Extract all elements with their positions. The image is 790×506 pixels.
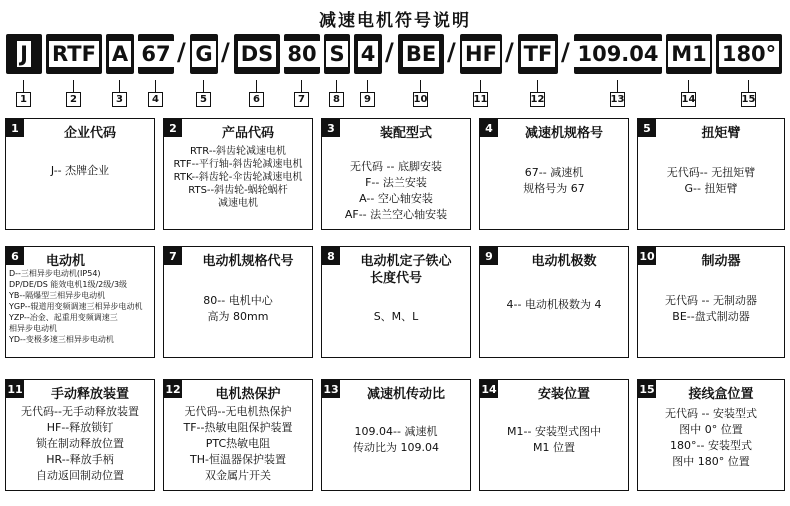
code-slash: / (447, 38, 456, 66)
panel-title: 手动释放装置 (50, 387, 129, 402)
panel-line: 67-- 减速机 (524, 166, 584, 179)
connector-tick (367, 80, 368, 92)
panel-line: 减速电机 (218, 198, 258, 209)
code-text: 80 (284, 41, 319, 67)
code-slash: / (177, 38, 186, 66)
panel-line: G-- 扭矩臂 (684, 182, 738, 195)
panel-title: 扭矩臂 (701, 126, 741, 141)
panel-number-badge: 14 (480, 380, 498, 398)
panel-title: 电动机规格代号 (202, 254, 294, 269)
panel-line: M1 位置 (533, 441, 575, 454)
panel-line: 图中 0° 位置 (679, 423, 743, 436)
panel-line: 高为 80mm (207, 310, 269, 323)
code-text: J (17, 41, 31, 67)
code-row (0, 34, 790, 80)
connector-tick (748, 80, 749, 92)
number-box: 15 (741, 94, 756, 105)
number-box: 7 (294, 92, 309, 107)
code-box (234, 34, 280, 74)
panel-number-badge: 2 (164, 119, 182, 137)
panel-body (9, 268, 150, 345)
panel-8 (321, 246, 471, 358)
code-box (6, 34, 42, 74)
panel-line: HR--释放手柄 (46, 453, 114, 466)
panel-body (10, 404, 150, 484)
connector-tick (203, 80, 204, 92)
connector-tick (256, 80, 257, 92)
panel-body (642, 406, 780, 470)
panel-body (642, 165, 780, 197)
panel-number-badge: 15 (638, 380, 656, 398)
panel-10 (637, 246, 785, 358)
panel-1 (5, 118, 155, 230)
panel-line: RTK--斜齿轮-伞齿轮减速电机 (173, 172, 303, 183)
page-title: 减速电机符号说明 (319, 11, 471, 31)
panel-body (326, 424, 466, 456)
panel-line: 自动返回制动位置 (36, 469, 124, 482)
panel-line: 无代码 -- 底脚安装 (350, 160, 442, 173)
panel-title: 产品代码 (221, 126, 274, 141)
panel-title: 装配型式 (379, 126, 432, 141)
panel-line: 180°-- 安装型式 (670, 439, 752, 452)
panel-line: RTS--斜齿轮-蜗轮蜗杆 (188, 185, 288, 196)
panel-number-badge: 4 (480, 119, 498, 137)
panel-title: 电机热保护 (215, 387, 281, 402)
code-box (460, 34, 502, 74)
panel-number-badge: 13 (322, 380, 340, 398)
code-slash: / (505, 38, 514, 66)
panel-line: 无代码 -- 无制动器 (665, 294, 757, 307)
panel-body (326, 271, 466, 325)
code-box (354, 34, 382, 74)
panel-body (10, 163, 150, 179)
panel-body (484, 424, 624, 456)
panel-3 (321, 118, 471, 230)
code-box (46, 34, 102, 74)
connector-tick (617, 80, 618, 92)
panel-12 (163, 379, 313, 491)
panel-line: YZP--冶金、起重用变频调速三 (9, 313, 118, 322)
code-text: 67 (138, 41, 173, 67)
panel-title: 制动器 (701, 254, 741, 269)
panel-line: TH-恒温器保护装置 (190, 453, 286, 466)
panel-title: 接线盒位置 (688, 387, 754, 402)
code-text: DS (238, 41, 277, 67)
panel-line: YB--隔爆型三相异步电动机 (9, 291, 106, 300)
panel-2 (163, 118, 313, 230)
number-box: 13 (610, 94, 625, 105)
code-text: 4 (358, 41, 379, 67)
code-box (666, 34, 712, 74)
panel-body (326, 159, 466, 223)
panel-line: 109.04-- 减速机 (354, 425, 438, 438)
number-box: 1 (16, 92, 31, 107)
panel-body (168, 293, 308, 325)
number-box: 11 (473, 94, 488, 105)
panel-line: PTC热敏电阻 (205, 437, 271, 450)
code-text: A (109, 41, 131, 67)
panel-line: 80-- 电机中心 (203, 294, 273, 307)
code-text: TF (521, 41, 556, 67)
connector-tick (119, 80, 120, 92)
panel-line: RTF--平行轴-斜齿轮减速电机 (173, 159, 303, 170)
panel-4 (479, 118, 629, 230)
panel-body (484, 165, 624, 197)
panel-11 (5, 379, 155, 491)
panel-number-badge: 11 (6, 380, 24, 398)
number-row (0, 92, 790, 108)
panel-line: YGP--辊道用变频调速三相异步电动机 (9, 302, 143, 311)
code-text: 180° (719, 41, 779, 67)
connector-tick (420, 80, 421, 92)
panel-body (168, 404, 308, 484)
panel-title: 电动机定子铁心 (360, 254, 452, 269)
panel-number-badge: 8 (322, 247, 340, 265)
number-box: 9 (360, 92, 375, 107)
panel-body (642, 293, 780, 325)
connector-tick (537, 80, 538, 92)
connector-tick (480, 80, 481, 92)
panel-line: 规格号为 67 (523, 182, 585, 195)
panel-line: DP/DE/DS 能效电机1级/2级/3级 (9, 280, 128, 289)
number-box: 3 (112, 92, 127, 107)
panel-title: 减速机规格号 (524, 126, 603, 141)
code-box (106, 34, 134, 74)
panel-line: RTR--斜齿轮减速电机 (189, 146, 287, 157)
number-box: 6 (249, 92, 264, 107)
code-text: HF (462, 41, 500, 67)
panel-number-badge: 9 (480, 247, 498, 265)
code-box (284, 34, 320, 74)
panel-line: 相异步电动机 (9, 324, 57, 333)
panel-line: 锁在制动释放位置 (36, 437, 124, 450)
panel-line: 无代码--无电机热保护 (184, 405, 292, 418)
panel-title: 减速机传动比 (366, 387, 445, 402)
panel-number-badge: 5 (638, 119, 656, 137)
panel-number-badge: 1 (6, 119, 24, 137)
number-box: 2 (66, 92, 81, 107)
panel-6 (5, 246, 155, 358)
code-slash: / (561, 38, 570, 66)
code-text: 109.04 (574, 41, 661, 67)
number-box: 10 (413, 94, 428, 105)
panel-line: S、M、L (373, 310, 419, 323)
panel-number-badge: 6 (6, 247, 24, 265)
panel-line: 无代码--无手动释放装置 (21, 405, 139, 418)
panel-line: YD--变极多速三相异步电动机 (9, 335, 114, 344)
panel-line: HF--释放锁钉 (46, 421, 114, 434)
code-box (716, 34, 782, 74)
code-box (324, 34, 350, 74)
code-box (398, 34, 444, 74)
number-box: 8 (329, 92, 344, 107)
panel-line: 传动比为 109.04 (353, 441, 439, 454)
panel-number-badge: 10 (638, 247, 656, 265)
panel-line: TF--热敏电阻保护装置 (183, 421, 293, 434)
code-slash: / (221, 38, 230, 66)
connector-tick (23, 80, 24, 92)
panel-7 (163, 246, 313, 358)
code-slash: / (385, 38, 394, 66)
code-box (190, 34, 218, 74)
number-box: 5 (196, 92, 211, 107)
panel-body (168, 145, 308, 210)
panel-14 (479, 379, 629, 491)
code-box (138, 34, 174, 74)
panel-title: 企业代码 (63, 126, 116, 141)
connector-tick (301, 80, 302, 92)
panel-line: 无代码-- 无扭矩臂 (666, 166, 756, 179)
panel-line: A-- 空心轴安装 (359, 192, 433, 205)
panel-9 (479, 246, 629, 358)
code-box (574, 34, 662, 74)
panel-line: F-- 法兰安装 (365, 176, 427, 189)
connector-tick (155, 80, 156, 92)
panel-line: J-- 杰牌企业 (50, 164, 110, 177)
code-text: S (326, 41, 347, 67)
code-text: BE (403, 41, 439, 67)
panel-line: 双金属片开关 (205, 469, 271, 482)
panel-line: BE--盘式制动器 (672, 310, 750, 323)
panel-line: M1-- 安装型式图中 (507, 425, 601, 438)
panel-title: 安装位置 (537, 387, 590, 402)
panel-body (484, 297, 624, 313)
panel-line: 图中 180° 位置 (672, 455, 750, 468)
panel-line: 长度代号 (369, 271, 422, 286)
number-box: 4 (148, 92, 163, 107)
connector-tick (336, 80, 337, 92)
code-text: G (192, 41, 215, 67)
code-text: RTF (49, 41, 99, 67)
panel-line: 4-- 电动机极数为 4 (506, 298, 602, 311)
panel-line: D--三相异步电动机(IP54) (9, 269, 101, 278)
panel-13 (321, 379, 471, 491)
panel-line: 无代码 -- 安装型式 (665, 407, 757, 420)
panel-number-badge: 3 (322, 119, 340, 137)
panel-15 (637, 379, 785, 491)
number-box: 14 (681, 94, 696, 105)
panel-title: 电动机 (46, 254, 86, 269)
panel-title: 电动机极数 (531, 254, 597, 269)
panel-number-badge: 12 (164, 380, 182, 398)
panel-line: AF-- 法兰空心轴安装 (344, 208, 448, 221)
connector-tick (688, 80, 689, 92)
panel-5 (637, 118, 785, 230)
code-box (518, 34, 558, 74)
panel-number-badge: 7 (164, 247, 182, 265)
connector-tick (73, 80, 74, 92)
number-box: 12 (530, 94, 545, 105)
code-text: M1 (668, 41, 710, 67)
